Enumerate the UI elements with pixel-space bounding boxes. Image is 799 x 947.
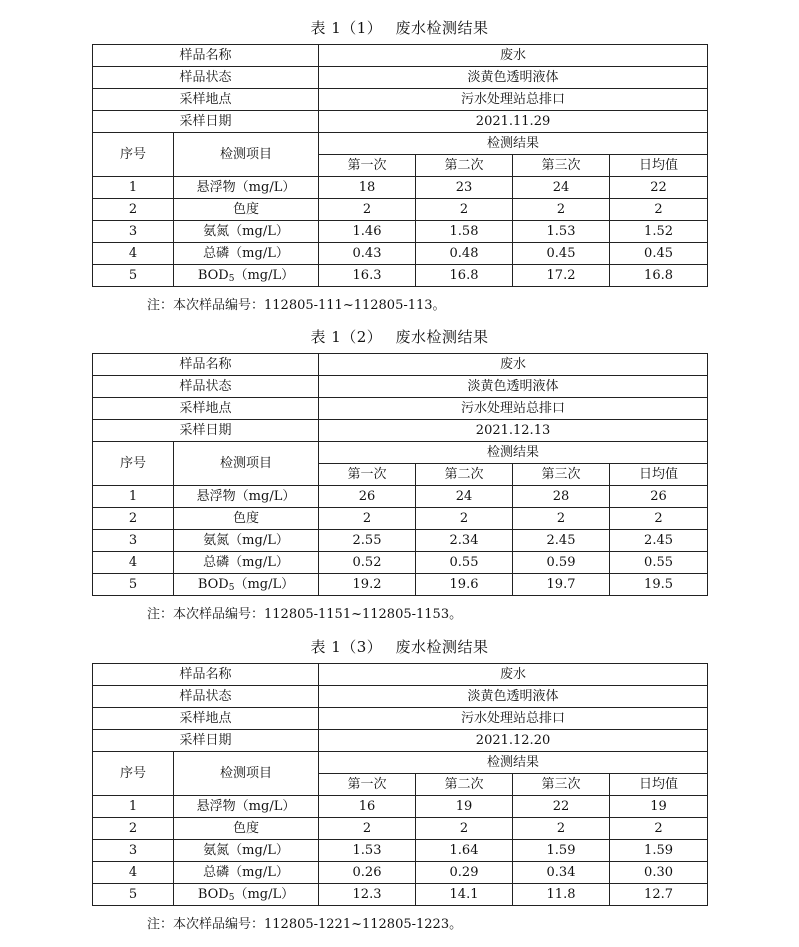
row-item: 悬浮物（mg/L） bbox=[174, 796, 319, 818]
row-item: 悬浮物（mg/L） bbox=[174, 177, 319, 199]
row-run1: 18 bbox=[319, 177, 416, 199]
row-no: 3 bbox=[93, 840, 174, 862]
table-note: 注：本次样品编号：112805-111~112805-113。 bbox=[147, 298, 446, 313]
row-item: 氨氮（mg/L） bbox=[174, 530, 319, 552]
row-run3: 0.45 bbox=[513, 243, 610, 265]
row-no: 1 bbox=[93, 796, 174, 818]
row-run3: 1.59 bbox=[513, 840, 610, 862]
info-label: 样品状态 bbox=[93, 67, 319, 89]
row-avg: 22 bbox=[610, 177, 708, 199]
row-item bbox=[174, 574, 319, 596]
row-avg: 16.8 bbox=[610, 265, 708, 287]
table-note: 注：本次样品编号：112805-1221~112805-1223。 bbox=[147, 917, 463, 932]
row-avg: 0.55 bbox=[610, 552, 708, 574]
info-label: 样品状态 bbox=[93, 376, 319, 398]
info-label: 样品名称 bbox=[93, 354, 319, 376]
row-item: 总磷（mg/L） bbox=[174, 862, 319, 884]
info-label: 采样地点 bbox=[93, 398, 319, 420]
table-row bbox=[93, 199, 708, 221]
info-row bbox=[93, 67, 708, 89]
info-row bbox=[93, 664, 708, 686]
row-run1: 16 bbox=[319, 796, 416, 818]
header-avg: 日均值 bbox=[610, 774, 708, 796]
row-no: 5 bbox=[93, 265, 174, 287]
result-table bbox=[92, 44, 708, 287]
row-run2: 2 bbox=[416, 508, 513, 530]
table-caption: 表 1（2） 废水检测结果 bbox=[310, 328, 489, 346]
row-no: 2 bbox=[93, 508, 174, 530]
row-run2: 1.64 bbox=[416, 840, 513, 862]
row-item-subscript: 5 bbox=[228, 582, 235, 593]
table-caption: 表 1（1） 废水检测结果 bbox=[310, 19, 489, 37]
header-run3: 第三次 bbox=[513, 464, 610, 486]
table-row bbox=[93, 796, 708, 818]
info-row bbox=[93, 398, 708, 420]
row-no: 4 bbox=[93, 552, 174, 574]
header-row bbox=[93, 133, 708, 155]
row-run1: 2 bbox=[319, 818, 416, 840]
row-run3: 19.7 bbox=[513, 574, 610, 596]
row-run1: 2 bbox=[319, 199, 416, 221]
row-run2: 2.34 bbox=[416, 530, 513, 552]
table-row bbox=[93, 508, 708, 530]
info-value: 2021.11.29 bbox=[319, 111, 708, 133]
row-run3: 0.34 bbox=[513, 862, 610, 884]
row-run3: 0.59 bbox=[513, 552, 610, 574]
table-row bbox=[93, 840, 708, 862]
row-run1: 19.2 bbox=[319, 574, 416, 596]
header-avg: 日均值 bbox=[610, 464, 708, 486]
row-avg: 2 bbox=[610, 818, 708, 840]
row-run2: 1.58 bbox=[416, 221, 513, 243]
row-item bbox=[174, 884, 319, 906]
table-row bbox=[93, 862, 708, 884]
info-row bbox=[93, 708, 708, 730]
info-value: 污水处理站总排口 bbox=[319, 398, 708, 420]
row-no: 4 bbox=[93, 862, 174, 884]
info-label: 样品状态 bbox=[93, 686, 319, 708]
header-run3: 第三次 bbox=[513, 155, 610, 177]
row-run1: 26 bbox=[319, 486, 416, 508]
info-label: 采样日期 bbox=[93, 111, 319, 133]
header-no: 序号 bbox=[93, 442, 174, 486]
row-run2: 24 bbox=[416, 486, 513, 508]
table-row bbox=[93, 221, 708, 243]
table-row bbox=[93, 486, 708, 508]
row-run2: 0.48 bbox=[416, 243, 513, 265]
row-no: 5 bbox=[93, 574, 174, 596]
info-label: 采样地点 bbox=[93, 708, 319, 730]
row-no: 5 bbox=[93, 884, 174, 906]
row-item-subscript: 5 bbox=[228, 273, 235, 284]
row-item: 氨氮（mg/L） bbox=[174, 221, 319, 243]
row-run2: 23 bbox=[416, 177, 513, 199]
row-avg: 1.52 bbox=[610, 221, 708, 243]
row-run1: 0.43 bbox=[319, 243, 416, 265]
row-run3: 2 bbox=[513, 199, 610, 221]
row-run3: 17.2 bbox=[513, 265, 610, 287]
row-run3: 2.45 bbox=[513, 530, 610, 552]
info-value: 污水处理站总排口 bbox=[319, 89, 708, 111]
row-run1: 12.3 bbox=[319, 884, 416, 906]
result-table bbox=[92, 663, 708, 906]
header-run2: 第二次 bbox=[416, 774, 513, 796]
row-item-unit: （mg/L） bbox=[234, 576, 295, 592]
table-row bbox=[93, 265, 708, 287]
row-avg: 12.7 bbox=[610, 884, 708, 906]
info-value: 废水 bbox=[319, 45, 708, 67]
info-row bbox=[93, 730, 708, 752]
result-table bbox=[92, 353, 708, 596]
row-item: 总磷（mg/L） bbox=[174, 552, 319, 574]
row-item: 总磷（mg/L） bbox=[174, 243, 319, 265]
row-run2: 14.1 bbox=[416, 884, 513, 906]
row-run1: 16.3 bbox=[319, 265, 416, 287]
table-caption: 表 1（3） 废水检测结果 bbox=[310, 638, 489, 656]
row-avg: 2 bbox=[610, 508, 708, 530]
info-label: 采样地点 bbox=[93, 89, 319, 111]
info-value: 淡黄色透明液体 bbox=[319, 686, 708, 708]
header-avg: 日均值 bbox=[610, 155, 708, 177]
row-avg: 2 bbox=[610, 199, 708, 221]
row-avg: 19 bbox=[610, 796, 708, 818]
row-item bbox=[174, 265, 319, 287]
header-run1: 第一次 bbox=[319, 464, 416, 486]
row-no: 4 bbox=[93, 243, 174, 265]
header-run2: 第二次 bbox=[416, 464, 513, 486]
info-row bbox=[93, 89, 708, 111]
row-no: 3 bbox=[93, 530, 174, 552]
row-run2: 16.8 bbox=[416, 265, 513, 287]
row-avg: 2.45 bbox=[610, 530, 708, 552]
table-row bbox=[93, 177, 708, 199]
info-row bbox=[93, 45, 708, 67]
row-run2: 19.6 bbox=[416, 574, 513, 596]
info-label: 采样日期 bbox=[93, 420, 319, 442]
row-run1: 2 bbox=[319, 508, 416, 530]
info-label: 样品名称 bbox=[93, 45, 319, 67]
row-avg: 1.59 bbox=[610, 840, 708, 862]
row-run2: 2 bbox=[416, 199, 513, 221]
row-run2: 0.55 bbox=[416, 552, 513, 574]
header-run2: 第二次 bbox=[416, 155, 513, 177]
row-run3: 2 bbox=[513, 508, 610, 530]
table-row bbox=[93, 574, 708, 596]
row-no: 2 bbox=[93, 199, 174, 221]
row-item-unit: （mg/L） bbox=[234, 886, 295, 902]
table-row bbox=[93, 243, 708, 265]
row-item: 悬浮物（mg/L） bbox=[174, 486, 319, 508]
header-item: 检测项目 bbox=[174, 752, 319, 796]
row-run2: 0.29 bbox=[416, 862, 513, 884]
row-run3: 1.53 bbox=[513, 221, 610, 243]
row-run1: 1.53 bbox=[319, 840, 416, 862]
header-no: 序号 bbox=[93, 752, 174, 796]
info-row bbox=[93, 420, 708, 442]
row-run3: 24 bbox=[513, 177, 610, 199]
info-value: 淡黄色透明液体 bbox=[319, 376, 708, 398]
row-avg: 26 bbox=[610, 486, 708, 508]
row-item-subscript: 5 bbox=[228, 892, 235, 903]
table-row bbox=[93, 552, 708, 574]
row-item: 色度 bbox=[174, 508, 319, 530]
table-row bbox=[93, 884, 708, 906]
row-run3: 28 bbox=[513, 486, 610, 508]
info-row bbox=[93, 111, 708, 133]
row-run1: 1.46 bbox=[319, 221, 416, 243]
info-value: 2021.12.20 bbox=[319, 730, 708, 752]
header-run1: 第一次 bbox=[319, 774, 416, 796]
row-item-unit: （mg/L） bbox=[234, 267, 295, 283]
row-run1: 0.26 bbox=[319, 862, 416, 884]
row-item: 色度 bbox=[174, 818, 319, 840]
row-run1: 0.52 bbox=[319, 552, 416, 574]
row-item-name: BOD bbox=[197, 576, 229, 592]
info-row bbox=[93, 354, 708, 376]
header-run3: 第三次 bbox=[513, 774, 610, 796]
info-value: 废水 bbox=[319, 354, 708, 376]
row-run3: 2 bbox=[513, 818, 610, 840]
row-avg: 0.30 bbox=[610, 862, 708, 884]
info-value: 2021.12.13 bbox=[319, 420, 708, 442]
header-row bbox=[93, 442, 708, 464]
row-item-name: BOD bbox=[197, 886, 229, 902]
row-run3: 22 bbox=[513, 796, 610, 818]
header-run1: 第一次 bbox=[319, 155, 416, 177]
row-no: 3 bbox=[93, 221, 174, 243]
row-item: 氨氮（mg/L） bbox=[174, 840, 319, 862]
row-run3: 11.8 bbox=[513, 884, 610, 906]
info-row bbox=[93, 686, 708, 708]
header-row bbox=[93, 752, 708, 774]
row-no: 1 bbox=[93, 177, 174, 199]
info-value: 污水处理站总排口 bbox=[319, 708, 708, 730]
header-item: 检测项目 bbox=[174, 133, 319, 177]
info-value: 废水 bbox=[319, 664, 708, 686]
info-value: 淡黄色透明液体 bbox=[319, 67, 708, 89]
header-results: 检测结果 bbox=[319, 752, 708, 774]
row-item: 色度 bbox=[174, 199, 319, 221]
info-label: 采样日期 bbox=[93, 730, 319, 752]
info-row bbox=[93, 376, 708, 398]
row-avg: 19.5 bbox=[610, 574, 708, 596]
header-results: 检测结果 bbox=[319, 133, 708, 155]
header-results: 检测结果 bbox=[319, 442, 708, 464]
info-label: 样品名称 bbox=[93, 664, 319, 686]
row-no: 2 bbox=[93, 818, 174, 840]
row-no: 1 bbox=[93, 486, 174, 508]
row-avg: 0.45 bbox=[610, 243, 708, 265]
table-note: 注：本次样品编号：112805-1151~112805-1153。 bbox=[147, 607, 463, 622]
header-item: 检测项目 bbox=[174, 442, 319, 486]
row-run2: 19 bbox=[416, 796, 513, 818]
row-item-name: BOD bbox=[197, 267, 229, 283]
header-no: 序号 bbox=[93, 133, 174, 177]
table-row bbox=[93, 530, 708, 552]
row-run1: 2.55 bbox=[319, 530, 416, 552]
row-run2: 2 bbox=[416, 818, 513, 840]
table-row bbox=[93, 818, 708, 840]
